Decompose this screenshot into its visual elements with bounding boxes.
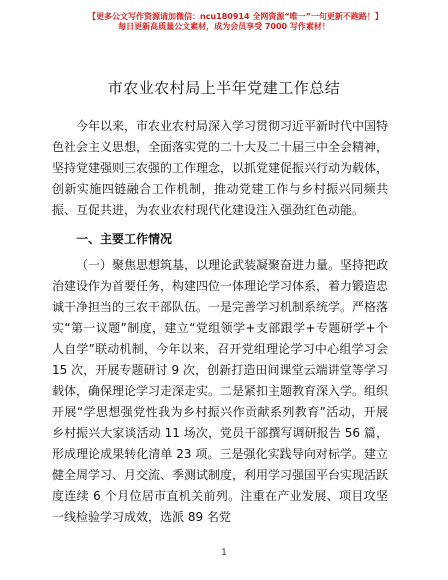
promo-banner [88,12,383,32]
promo-banner-line-2: 每日更新高质量公文素材，成为会员享受 7000 写作素材！ [118,22,330,31]
section-paragraph: （一）聚焦思想筑基，以理论武装凝聚奋进力量。坚持把政治建设作为首要任务，构建四位一体理论学习体系，着力锻造忠诚干净担当的三农干部队伍。一是完善学习机制系统学。严格落实“第一议题”制度，建立“党组领学+支部跟学+专题研学+个人自学”联动机制，今年以来，召开党组理论学习中心组学习会 15 次，开展专题研讨 9 次，创新打造田间课堂云端讲堂等学习载体，确保理论学习走深走实。二是紧扣主题教育深入学。组织开展“学思想强党性我为乡村振兴作贡献系列教育”活动，开展乡村振兴大家谈活动 11 场次，党员干部撰写调研报告 56 篇，形成理论成果转化清单 23 项。三是强化实践导向对标学。建立健全周学习、月交流、季测试制度，利用学习强国平台实现活跃度连续 6 个月位居市直机关前列。注重在产业发展、项目攻坚一线检验学习成效，选派 89 名党 [52,258,389,524]
page-number: 1 [221,548,227,558]
section-heading: 一、主要工作情况 [76,232,173,246]
document-body [52,116,388,528]
document-title: 市农业农村局上半年党建工作总结 [107,79,341,97]
intro-paragraph: 今年以来，市农业农村局深入学习贯彻习近平新时代中国特色社会主义思想，全面落实党的二十大及二十届三中全会精神，坚持党建强则三农强的工作理念，以抓党建促振兴行动为载体，创新实施四链融合工作机制，推动党建工作与乡村振兴同频共振、互促共进，为农业农村现代化建设注入强劲红色动能。 [52,119,389,217]
promo-banner-line-1: 【更多公文写作资源请加微信：ncu180914 全网资源“唯一”一句更新不跑路！】 [88,12,383,21]
